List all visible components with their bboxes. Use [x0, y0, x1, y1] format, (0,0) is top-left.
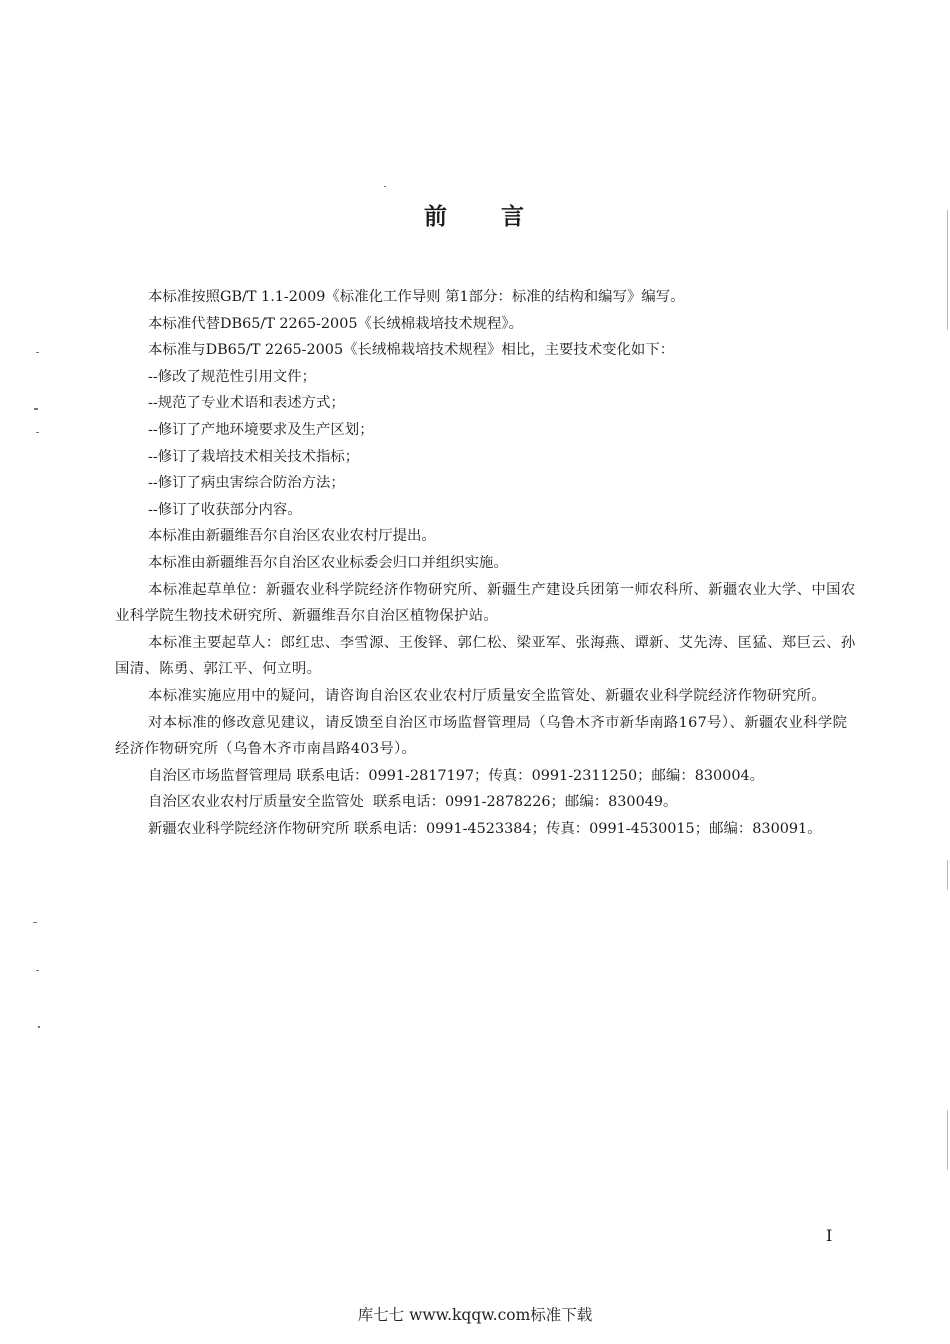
footer-watermark: 库七七 www.kqqw.com标准下载: [357, 1306, 593, 1324]
paragraph-administrator: 本标准由新疆维吾尔自治区农业标委会归口并组织实施。: [148, 554, 508, 571]
change-item-6: --修订了收获部分内容。: [148, 501, 302, 518]
title-char-2: 言: [501, 204, 526, 230]
scan-mark: [33, 922, 37, 923]
change-item-1: --修改了规范性引用文件；: [148, 368, 317, 385]
paragraph-consultation: 本标准实施应用中的疑问，请咨询自治区农业农村厅质量安全监管处、新疆农业科学院经济作物研究所。: [148, 687, 827, 704]
scan-edge-line: [947, 1110, 948, 1170]
change-item-4: --修订了栽培技术相关技术指标；: [148, 448, 360, 465]
scan-mark: [384, 186, 386, 187]
contact-line-2: 自治区农业农村厅质量安全监管处 联系电话：0991-2878226；邮编：830049。: [148, 794, 678, 811]
change-item-3: --修订了产地环境要求及生产区划；: [148, 421, 374, 438]
change-item-2: --规范了专业术语和表述方式；: [148, 395, 345, 412]
page-title: [0, 198, 950, 231]
scan-mark: [38, 1026, 40, 1028]
scan-edge-line: [947, 210, 948, 330]
paragraph-1: 本标准按照GB/T 1.1-2009《标准化工作导则 第1部分：标准的结构和编写》编写。: [148, 289, 685, 305]
scan-mark: [34, 408, 38, 410]
contact-line-3: 新疆农业科学院经济作物研究所 联系电话：0991-4523384；传真：0991-4530015；邮编：830091。: [148, 820, 822, 837]
scan-edge-line: [947, 860, 948, 890]
title-char-1: 前: [424, 204, 449, 230]
foreword-body: [115, 284, 857, 842]
paragraph-proposer: 本标准由新疆维吾尔自治区农业农村厅提出。: [148, 528, 436, 545]
paragraph-2: 本标准代替DB65/T 2265-2005《长绒棉栽培技术规程》。: [148, 315, 523, 332]
paragraph-feedback: 对本标准的修改意见建议，请反馈至自治区市场监督管理局（乌鲁木齐市新华南路167号）、新疆农业科学院经济作物研究所（乌鲁木齐市南昌路403号）。: [115, 714, 848, 758]
paragraph-3: 本标准与DB65/T 2265-2005《长绒棉栽培技术规程》相比，主要技术变化如下：: [148, 342, 675, 359]
change-item-5: --修订了病虫害综合防治方法；: [148, 475, 345, 492]
paragraph-drafters: 本标准主要起草人：郎红忠、李雪源、王俊铎、郭仁松、梁亚军、张海燕、谭新、艾先涛、匡猛、郑巨云、孙国清、陈勇、郭江平、何立明。: [115, 634, 856, 678]
scan-mark: [36, 432, 39, 433]
scan-mark: [36, 970, 39, 971]
scan-mark: [36, 352, 39, 353]
contact-line-1: 自治区市场监督管理局 联系电话：0991-2817197；传真：0991-2311250；邮编：830004。: [148, 767, 765, 784]
paragraph-drafting-units: 本标准起草单位：新疆农业科学院经济作物研究所、新疆生产建设兵团第一师农科所、新疆农业大学、中国农业科学院生物技术研究所、新疆维吾尔自治区植物保护站。: [115, 581, 856, 625]
page-number: I: [826, 1226, 833, 1245]
